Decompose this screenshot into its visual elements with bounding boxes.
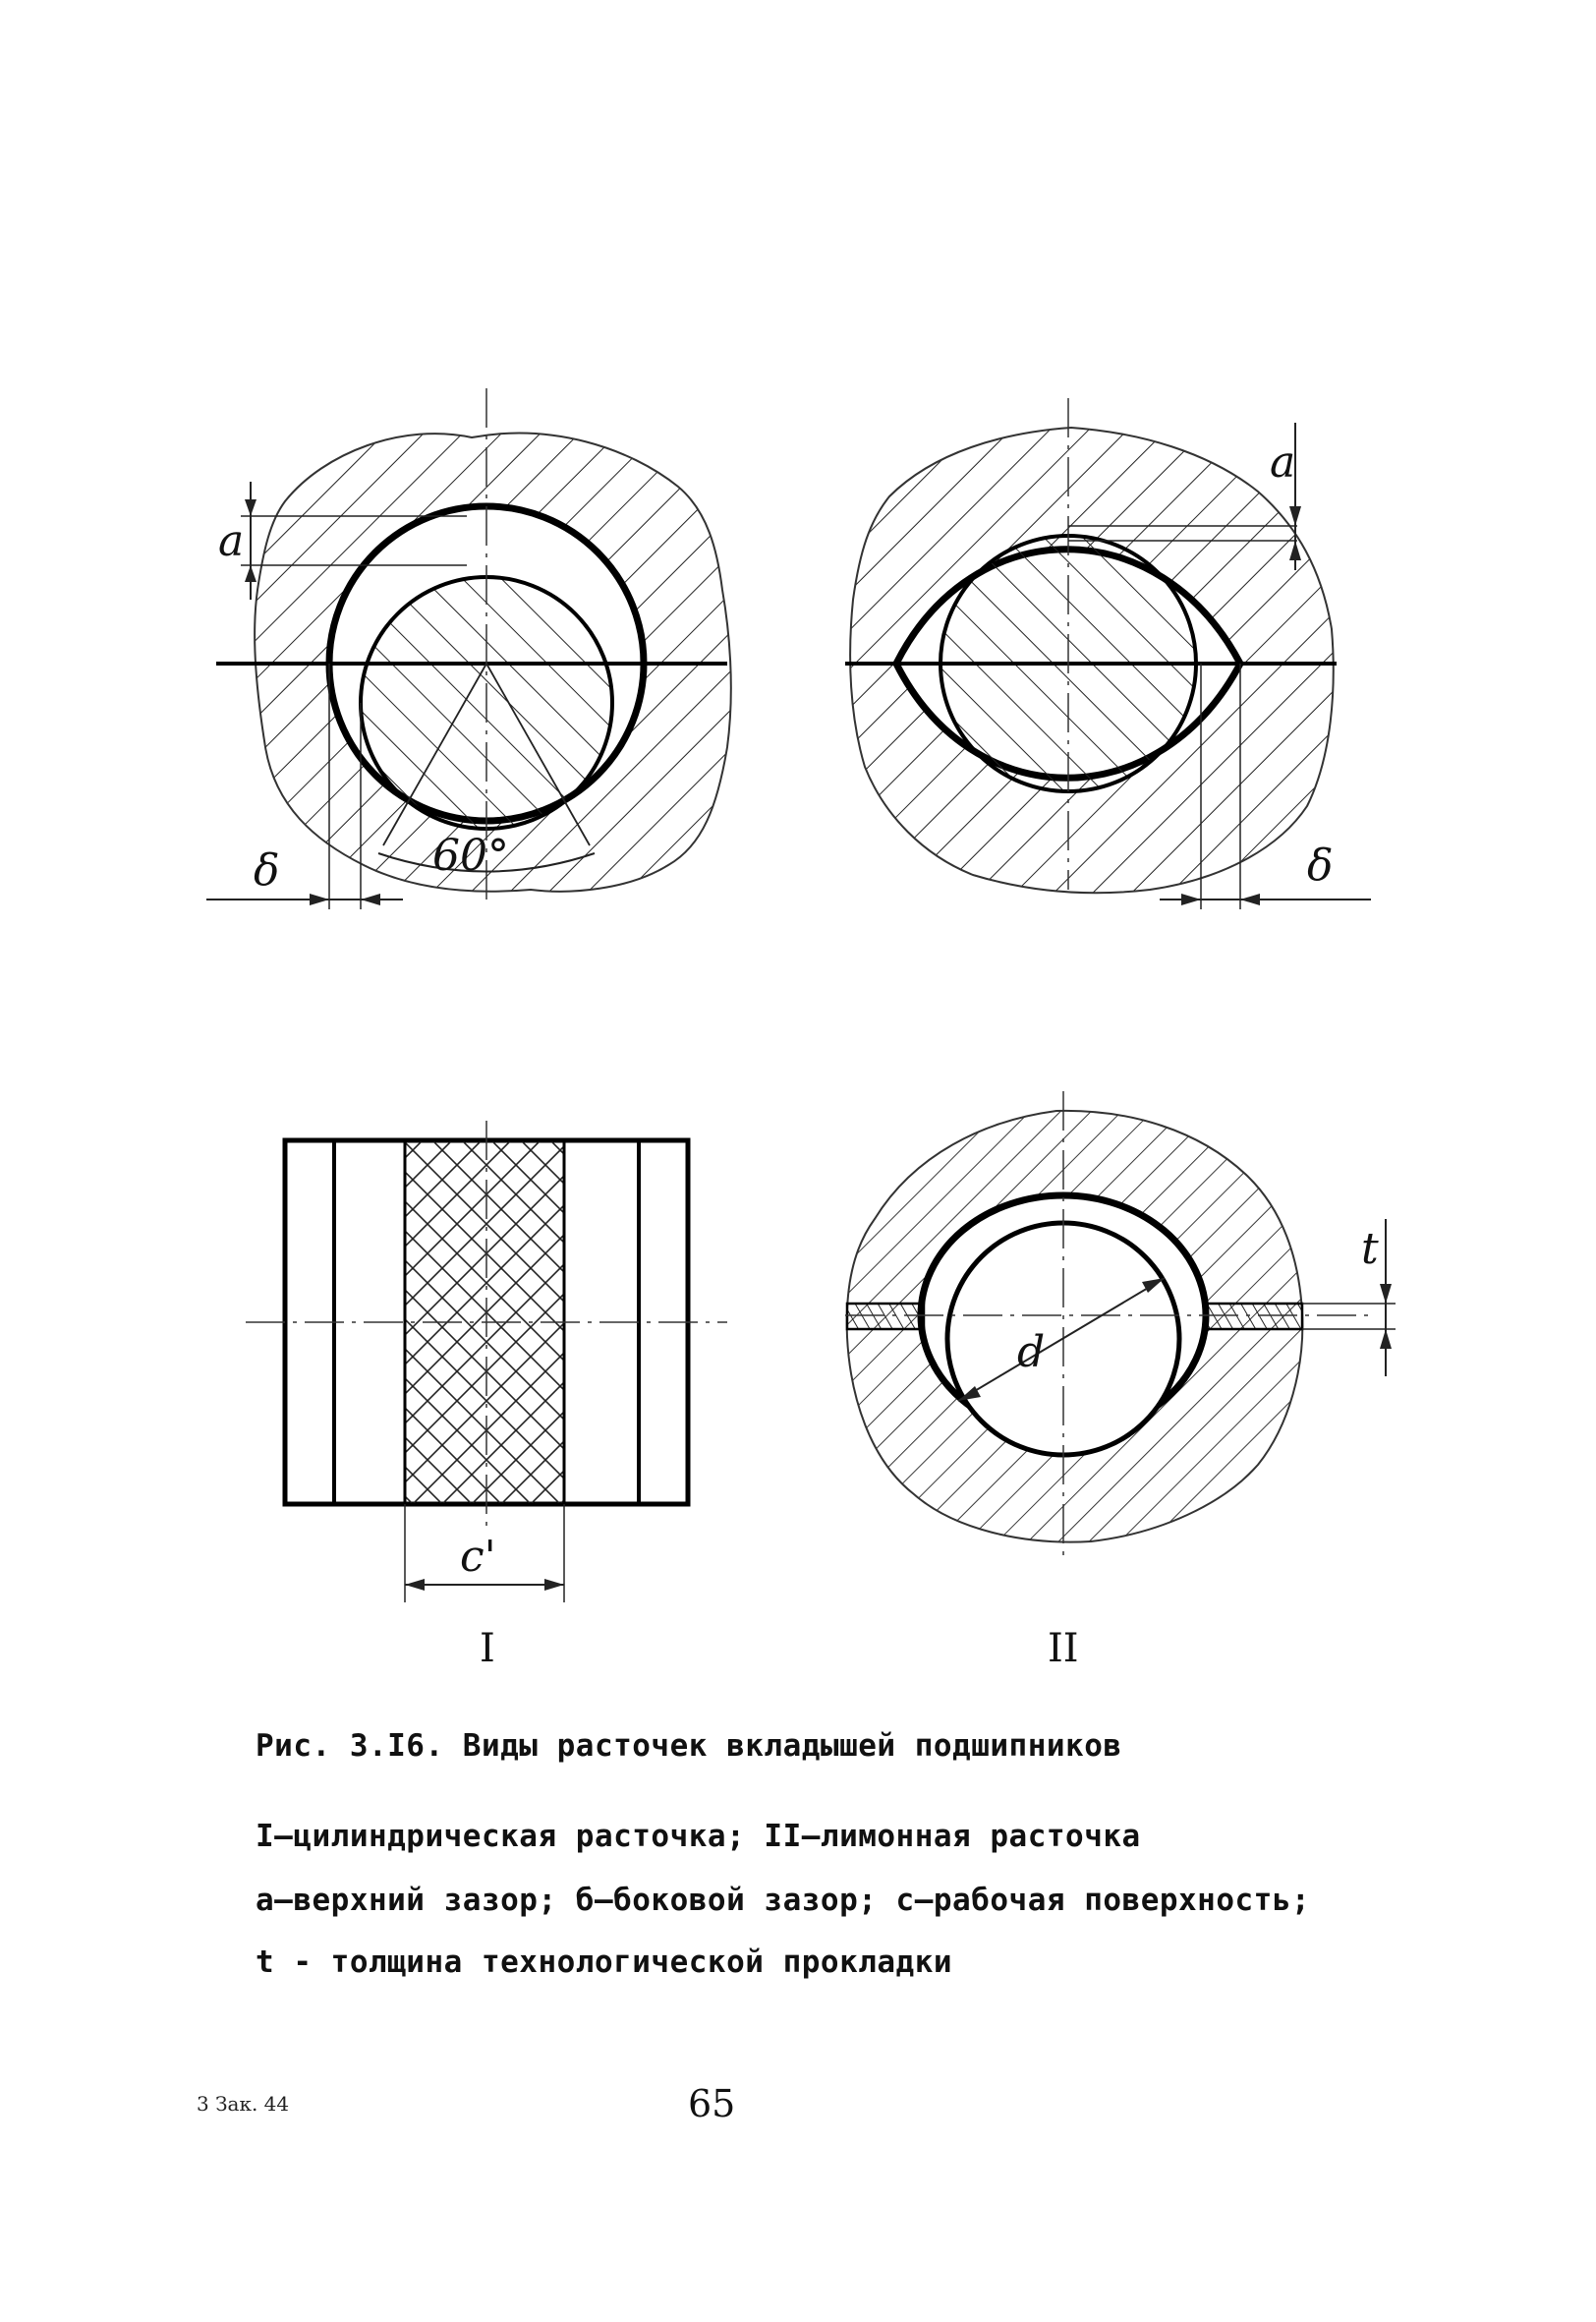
order-note: 3 Зак. 44 <box>197 2092 290 2116</box>
figure-title: Рис. 3.I6. Виды расточек вкладышей подшипников <box>256 1728 1122 1764</box>
caption-line-1: I–цилиндрическая расточка; II–лимонная расточка <box>256 1819 1141 1854</box>
shim-left <box>847 1304 924 1329</box>
gap-delta-label: δ <box>254 845 280 896</box>
side-view-I <box>246 1121 727 1671</box>
lemon-bore-with-shims <box>845 1091 1396 1671</box>
diameter-d-label: d <box>1017 1327 1046 1377</box>
page-number: 65 <box>688 2082 736 2125</box>
view-II-label: II <box>1048 1626 1079 1671</box>
shim-t-label: t <box>1361 1224 1379 1274</box>
working-surface-label: c' <box>460 1532 496 1582</box>
lemon-bore-section <box>845 398 1371 909</box>
gap-delta-label: δ <box>1307 841 1334 891</box>
gap-a-label: a <box>218 516 245 566</box>
view-I-label: I <box>480 1626 495 1671</box>
caption-line-3: t - толщина технологической прокладки <box>256 1945 953 1980</box>
gap-a-label: a <box>1270 437 1296 488</box>
angle-label: 60° <box>432 831 509 881</box>
caption-line-2: a–верхний зазор; б–боковой зазор; c–рабочая поверхность; <box>256 1883 1311 1918</box>
shim-right <box>1204 1304 1302 1329</box>
cylindrical-bore-section <box>206 388 731 909</box>
